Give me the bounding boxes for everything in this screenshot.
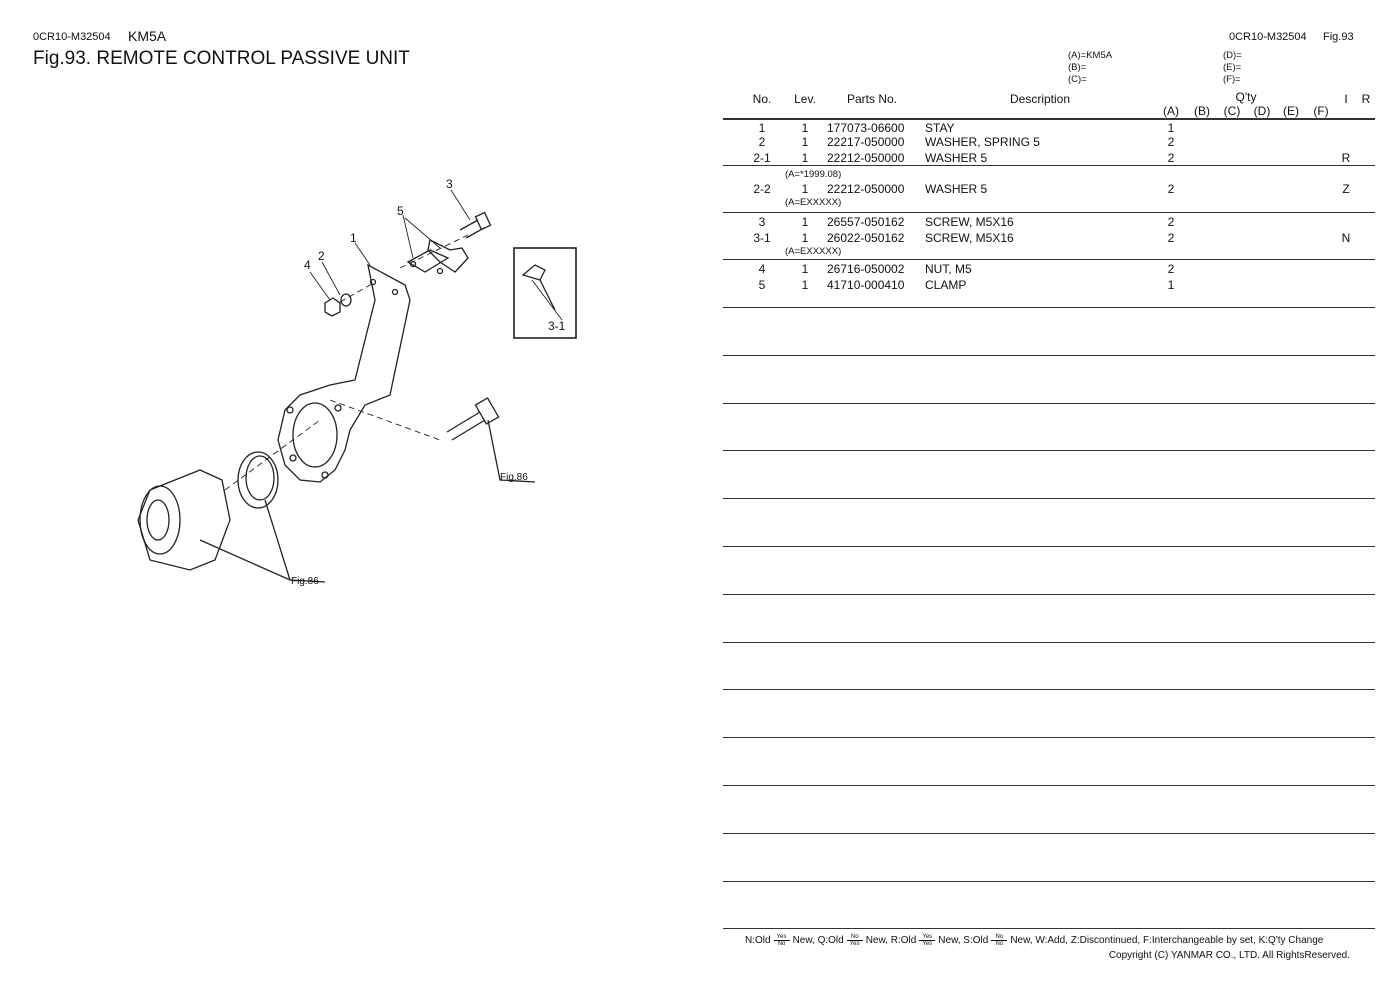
table-row [0,135,1400,149]
row-divider [723,928,1375,929]
cell-qty-a: 2 [1167,182,1175,196]
cell-parts-no: 41710-000410 [827,278,905,292]
row-divider [723,881,1375,882]
cell-lev: 1 [801,215,809,229]
group-divider [723,212,1375,213]
row-note: (A=EXXXXX) [785,246,842,257]
table-row [0,151,1400,165]
model-c: (C)= [1068,74,1087,85]
table-row [0,215,1400,229]
row-divider [723,403,1375,404]
cell-parts-no: 22212-050000 [827,151,905,165]
nut-part [325,298,340,316]
col-lev: Lev. [794,92,816,106]
cell-description: STAY [925,121,955,135]
ref-fig86-bolt: Fig.86 [500,472,528,483]
arrow-icon [991,934,1007,947]
cell-parts-no: 26716-050002 [827,262,905,276]
left-model: KM5A [128,28,167,44]
cell-description: WASHER, SPRING 5 [925,135,1040,149]
ref-fig86-housing: Fig.86 [291,576,319,587]
header-divider [723,118,1375,120]
row-divider [723,833,1375,834]
col-qty-e: (E) [1283,104,1299,118]
cell-lev: 1 [801,278,809,292]
table-row [0,231,1400,245]
left-doc-code: 0CR10-M32504 [33,31,111,43]
fig-number: Fig.93 [1323,31,1354,43]
page-title: Fig.93. REMOTE CONTROL PASSIVE UNIT [33,48,410,69]
stay-part [278,265,410,482]
cell-lev: 1 [801,151,809,165]
arrow-icon [847,934,863,947]
cell-description: WASHER 5 [925,151,988,165]
cell-qty-a: 2 [1167,135,1175,149]
callout-4: 4 [304,258,311,272]
table-row [0,262,1400,276]
col-r: R [1361,92,1371,106]
callout-3-1: 3-1 [548,319,566,333]
arrow-icon [919,934,935,947]
cell-lev: 1 [801,135,809,149]
legend-r: New, R:Old [865,935,917,946]
callout-3: 3 [446,177,453,191]
cell-qty-a: 2 [1167,262,1175,276]
arrow-icon [774,934,790,947]
legend [745,934,1323,947]
legend-rest: New, W:Add, Z:Discontinued, F:Interchangeable by set, K:Q'ty Change [1010,935,1324,946]
cell-no: 2-1 [753,151,771,165]
cell-no: 1 [758,121,766,135]
cell-qty-a: 2 [1167,231,1175,245]
col-qty: Q'ty [1235,90,1257,104]
cell-no: 5 [758,278,766,292]
col-qty-c: (C) [1223,104,1241,118]
col-qty-b: (B) [1194,104,1210,118]
cell-description: SCREW, M5X16 [925,231,1014,245]
cell-qty-a: 1 [1167,121,1175,135]
col-qty-f: (F) [1313,104,1329,118]
row-divider [723,307,1375,308]
copyright: Copyright (C) YANMAR CO., LTD. All RightsReserved. [1108,950,1350,961]
cell-parts-no: 26022-050162 [827,231,905,245]
row-divider [723,355,1375,356]
row-divider [723,689,1375,690]
row-divider [723,450,1375,451]
cell-no: 3-1 [753,231,771,245]
legend-s: New, S:Old [938,935,989,946]
cell-parts-no: 26557-050162 [827,215,905,229]
legend-q: New, Q:Old [792,935,844,946]
legend-n-top: Yes [776,934,787,940]
model-f: (F)= [1223,74,1241,85]
cell-r: N [1341,231,1351,245]
callout-2: 2 [318,249,325,263]
legend-r-bot: Yes [922,941,933,947]
cell-parts-no: 22212-050000 [827,182,905,196]
legend-r-top: Yes [922,934,933,940]
callout-1: 1 [350,231,357,245]
col-qty-d: (D) [1253,104,1271,118]
row-divider [723,785,1375,786]
cell-description: WASHER 5 [925,182,988,196]
cell-no: 2 [758,135,766,149]
table-row [0,121,1400,135]
cell-parts-no: 177073-06600 [827,121,905,135]
right-doc-code: 0CR10-M32504 [1229,31,1307,43]
cell-no: 4 [758,262,766,276]
row-divider [723,546,1375,547]
row-note: (A=*1999.08) [785,169,842,180]
table-row [0,278,1400,292]
cell-r: Z [1342,182,1350,196]
cell-parts-no: 22217-050000 [827,135,905,149]
row-note: (A=EXXXXX) [785,197,842,208]
cell-qty-a: 1 [1167,278,1175,292]
cell-lev: 1 [801,182,809,196]
cell-qty-a: 2 [1167,215,1175,229]
model-d: (D)= [1223,50,1242,61]
legend-n: N:Old [745,935,771,946]
col-no: No. [752,92,772,106]
spring-washer-part [341,294,351,306]
col-i: I [1344,92,1348,106]
cell-description: NUT, M5 [925,262,972,276]
col-parts-no: Parts No. [846,92,898,106]
legend-q-top: No [850,934,859,940]
cell-lev: 1 [801,121,809,135]
col-qty-a: (A) [1163,104,1179,118]
cell-description: SCREW, M5X16 [925,215,1014,229]
callout-5: 5 [397,204,404,218]
cell-qty-a: 2 [1167,151,1175,165]
col-description: Description [1009,92,1071,106]
cell-r: R [1341,151,1351,165]
group-divider [723,259,1375,260]
group-divider [723,165,1375,166]
cell-description: CLAMP [925,278,967,292]
table-row [0,182,1400,196]
legend-q-bot: Yes [849,941,860,947]
row-divider [723,498,1375,499]
model-e: (E)= [1223,62,1242,73]
legend-n-bot: No [777,941,786,947]
legend-s-top: No [995,934,1004,940]
cell-lev: 1 [801,262,809,276]
cell-no: 3 [758,215,766,229]
model-a: (A)=KM5A [1068,50,1113,61]
cell-lev: 1 [801,231,809,245]
row-divider [723,642,1375,643]
row-divider [723,594,1375,595]
cell-no: 2-2 [753,182,771,196]
row-divider [723,737,1375,738]
model-b: (B)= [1068,62,1087,73]
legend-s-bot: No [995,941,1004,947]
